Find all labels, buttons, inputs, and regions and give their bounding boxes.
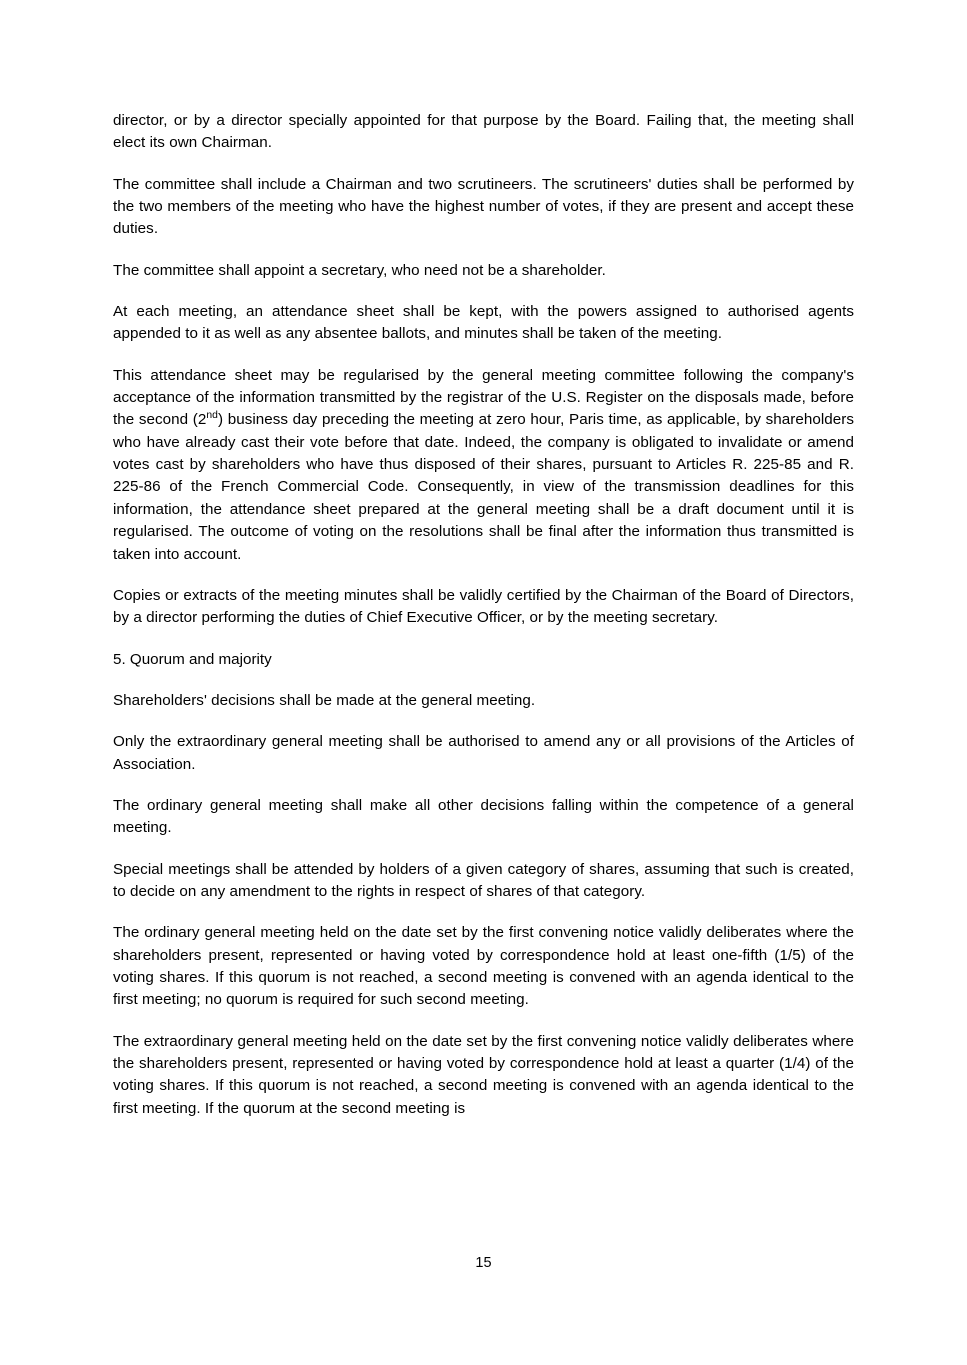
page-number: 15 [475, 1255, 492, 1271]
paragraph-attendance-regularisation [113, 365, 854, 566]
paragraph-attendance-regularisation-part2: ) business day preceding the meeting at zero hour, Paris time, as applicable, by shareholders who have already cast their vote before that date. Indeed, the company is obligated to invalidate or amend votes cast by shareholders who have thus disposed of their shares, pursuant to Articles R. 225-85 and R. 225-86 of the French Commercial Code. Consequently, in view of the transmission deadlines for this information, the attendance sheet prepared at the general meeting shall be a draft document until it is regularised. The outcome of voting on the resolutions shall be final after the information thus transmitted is taken into account. [113, 411, 854, 563]
section-heading-quorum-and-majority: 5. Quorum and majority [113, 650, 272, 668]
paragraph-shareholders-decisions: Shareholders' decisions shall be made at the general meeting. [113, 691, 536, 709]
paragraph-committee-secretary: The committee shall appoint a secretary, who need not be a shareholder. [113, 261, 606, 279]
paragraph-extraordinary-quorum: The extraordinary general meeting held on the date set by the first convening notice validly deliberates where the shareholders present, represented or having voted by correspondence hold at least a quarter (1/4) of the voting shares. If this quorum is not reached, a second meeting is convened with an agenda identical to the first meeting. If the quorum at the second meeting is [113, 1032, 854, 1117]
paragraph-ordinary-other-decisions: The ordinary general meeting shall make all other decisions falling within the competence of a general meeting. [113, 796, 854, 837]
paragraph-ordinary-quorum: The ordinary general meeting held on the date set by the first convening notice validly deliberates where the shareholders present, represented or having voted by correspondence hold at least one-fifth (1/5) of the voting shares. If this quorum is not reached, a second meeting is convened with an agenda identical to the first meeting; no quorum is required for such second meeting. [113, 924, 854, 1009]
ordinal-superscript: nd [206, 410, 218, 422]
paragraph-committee-scrutineers: The committee shall include a Chairman and two scrutineers. The scrutineers' duties shall be performed by the two members of the meeting who have the highest number of votes, if they are present and accept these duties. [113, 175, 854, 238]
paragraph-minutes-copies: Copies or extracts of the meeting minutes shall be validly certified by the Chairman of the Board of Directors, by a director performing the duties of Chief Executive Officer, or by the meeting secretary. [113, 586, 854, 627]
paragraph-extraordinary-amend: Only the extraordinary general meeting shall be authorised to amend any or all provisions of the Articles of Association. [113, 733, 854, 773]
paragraph-chairman-appointment: director, or by a director specially appointed for that purpose by the Board. Failing that, the meeting shall elect its own Chairman. [113, 112, 854, 152]
paragraph-special-meetings: Special meetings shall be attended by holders of a given category of shares, assuming that such is created, to decide on any amendment to the rights in respect of shares of that category. [113, 860, 854, 900]
paragraph-attendance-regularisation-part1: This attendance sheet may be regularised by the general meeting committee following the company's acceptance of the information transmitted by the registrar of the U.S. Register on the disposals made, before the second (2 [113, 366, 854, 429]
paragraph-attendance-sheet: At each meeting, an attendance sheet shall be kept, with the powers assigned to authorised agents appended to it as well as any absentee ballots, and minutes shall be taken of the meeting. [113, 303, 854, 343]
